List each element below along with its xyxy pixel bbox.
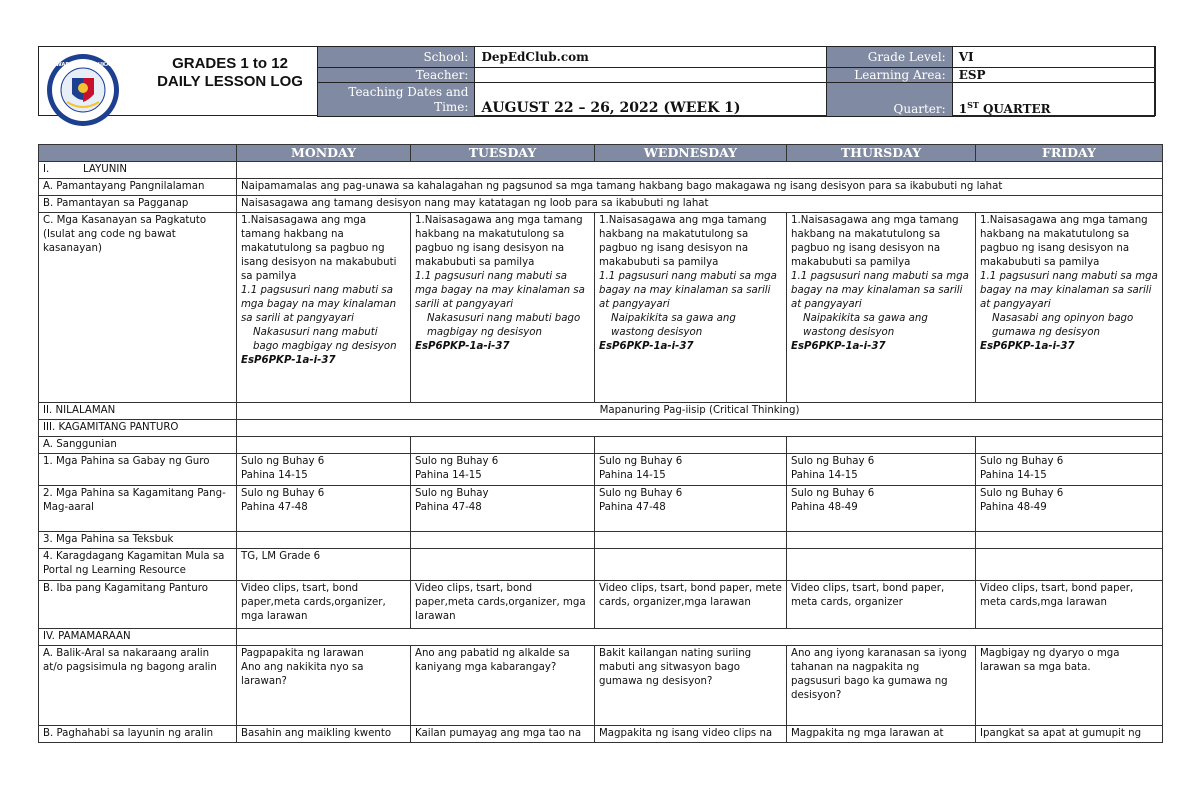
quarter-value <box>952 83 1154 117</box>
kasanayan-main: 1.Naisasagawa ang mga tamang hakbang na makatutulong sa pagbuo ng isang desisyon na makabubuti sa pamilya <box>599 215 767 268</box>
book-pages: Pahina 14-15 <box>791 470 858 481</box>
balik-aral-tuesday <box>411 646 595 726</box>
table-row <box>39 629 1163 646</box>
kasanayan-sub: 1.1 pagsusuri nang mabuti sa mga bagay na may kinalaman sa sarili at pangyayari <box>791 271 969 310</box>
header-info-table <box>317 46 1155 117</box>
kasanayan-cell-thursday <box>787 213 976 403</box>
book-title: Sulo ng Buhay <box>415 488 489 499</box>
empty-cell <box>787 532 976 549</box>
grade-level-value: VI <box>952 47 1154 68</box>
table-row <box>39 454 1163 486</box>
paghahabi-thursday: Magpakita ng mga larawan at <box>787 726 976 743</box>
table-row <box>39 213 1163 403</box>
gabay-guro-monday <box>237 454 411 486</box>
sanggunian-label: A. Sanggunian <box>39 437 237 454</box>
empty-cell <box>595 437 787 454</box>
table-row <box>39 726 1163 743</box>
quarter-num: 1 <box>958 102 968 116</box>
kasanayan-code: EsP6PKP-1a-i-37 <box>241 355 336 366</box>
book-pages: Pahina 48-49 <box>791 502 858 513</box>
kagamitan-empty <box>237 420 1163 437</box>
gabay-guro-thursday <box>787 454 976 486</box>
kagamitang-mag-aaral-label: 2. Mga Pahina sa Kagamitang Pang- Mag-aaral <box>39 486 237 532</box>
kasanayan-sub2: Nasasabi ang opinyon bago gumawa ng desisyon <box>992 313 1134 338</box>
table-row <box>39 437 1163 454</box>
paghahabi-label: B. Paghahabi sa layunin ng aralin <box>39 726 237 743</box>
page-title <box>135 55 325 91</box>
lesson-log-table <box>38 144 1163 743</box>
kasanayan-sub2: Naipakikita sa gawa ang wastong desisyon <box>803 313 928 338</box>
kasanayan-sub: 1.1 pagsusuri nang mabuti sa mga bagay na may kinalaman sa sarili at pangyayari <box>980 271 1158 310</box>
kasanayan-sub2: Naipakikita sa gawa ang wastong desisyon <box>611 313 736 338</box>
paghahabi-wednesday: Magpakita ng isang video clips na <box>595 726 787 743</box>
book-title: Sulo ng Buhay 6 <box>791 456 875 467</box>
mag-aaral-wednesday <box>595 486 787 532</box>
empty-cell <box>595 532 787 549</box>
kasanayan-code: EsP6PKP-1a-i-37 <box>415 341 510 352</box>
day-header-row <box>39 145 1163 162</box>
kasanayan-cell-wednesday <box>595 213 787 403</box>
paghahabi-friday: Ipangkat sa apat at gumupit ng <box>976 726 1163 743</box>
learning-resource-label: 4. Karagdagang Kagamitan Mula sa Portal ng Learning Resource <box>39 549 237 581</box>
kasanayan-sub2: Nakasusuri nang mabuti bago magbigay ng desisyon <box>253 327 397 352</box>
layunin-label <box>39 162 237 179</box>
layunin-number: I. <box>43 164 50 175</box>
kasanayan-cell-monday <box>237 213 411 403</box>
teaching-dates-label <box>318 83 475 117</box>
table-row <box>39 162 1163 179</box>
layunin-empty <box>237 162 1163 179</box>
kagamitan-label: III. KAGAMITANG PANTURO <box>39 420 237 437</box>
table-row <box>39 486 1163 532</box>
pamamaraan-label: IV. PAMAMARAAN <box>39 629 237 646</box>
balik-aral-line-1: Ano ang pabatid ng alkalde sa kaniyang mga kabarangay? <box>415 648 570 673</box>
empty-cell <box>787 549 976 581</box>
header-block <box>38 46 1156 116</box>
empty-cell <box>787 437 976 454</box>
learning-area-value: ESP <box>952 68 1154 83</box>
kasanayan-cell-tuesday <box>411 213 595 403</box>
kasanayan-sub2: Nakasusuri nang mabuti bago magbigay ng desisyon <box>427 313 581 338</box>
book-pages: Pahina 14-15 <box>980 470 1047 481</box>
day-header-friday: FRIDAY <box>976 145 1163 162</box>
teacher-value <box>475 68 827 83</box>
mag-aaral-monday <box>237 486 411 532</box>
teaching-dates-label-1: Teaching Dates and <box>348 84 469 99</box>
book-pages: Pahina 48-49 <box>980 502 1047 513</box>
kasanayan-sub: 1.1 pagsusuri nang mabuti sa mga bagay na may kinalaman sa sarili at pangyayari <box>241 285 397 324</box>
book-title: Sulo ng Buhay 6 <box>415 456 499 467</box>
empty-cell <box>976 532 1163 549</box>
gabay-guro-friday <box>976 454 1163 486</box>
table-row <box>39 420 1163 437</box>
day-header-monday: MONDAY <box>237 145 411 162</box>
balik-aral-wednesday <box>595 646 787 726</box>
title-line-1: GRADES 1 to 12 <box>172 55 288 72</box>
book-pages: Pahina 14-15 <box>241 470 308 481</box>
pamamaraan-empty <box>237 629 1163 646</box>
iba-pang-kagamitan-friday: Video clips, tsart, bond paper, meta cards,mga larawan <box>976 581 1163 629</box>
pamantayan-pagganap-text: Naisasagawa ang tamang desisyon nang may katatagan ng loob para sa ikabubuti ng lahat <box>237 196 1163 213</box>
day-header-wednesday: WEDNESDAY <box>595 145 787 162</box>
school-label: School: <box>318 47 475 68</box>
deped-seal-icon <box>39 52 127 128</box>
balik-aral-line-1: Ano ang iyong karanasan sa iyong tahanan na nagpakita ng pagsusuri bago ka gumawa ng desisyon? <box>791 648 967 701</box>
mag-aaral-friday <box>976 486 1163 532</box>
iba-pang-kagamitan-wednesday: Video clips, tsart, bond paper, mete cards, organizer,mga larawan <box>595 581 787 629</box>
kasanayan-sub: 1.1 pagsusuri nang mabuti sa mga bagay na may kinalaman sa sarili at pangyayari <box>599 271 777 310</box>
table-row <box>39 549 1163 581</box>
book-pages: Pahina 47-48 <box>415 502 482 513</box>
book-pages: Pahina 14-15 <box>415 470 482 481</box>
day-header-thursday: THURSDAY <box>787 145 976 162</box>
table-row <box>39 196 1163 213</box>
pamantayan-pagganap-label: B. Pamantayan sa Pagganap <box>39 196 237 213</box>
balik-aral-friday <box>976 646 1163 726</box>
school-value: DepEdClub.com <box>475 47 827 68</box>
kasanayan-code: EsP6PKP-1a-i-37 <box>791 341 886 352</box>
kasanayan-main: 1.Naisasagawa ang mga tamang hakbang na makatutulong sa pagbuo ng isang desisyon na makabubuti sa pamilya <box>415 215 583 268</box>
kasanayan-main: 1.Naisasagawa ang mga tamang hakbang na makatutulong sa pagbuo ng isang desisyon na makabubuti sa pamilya <box>980 215 1148 268</box>
balik-aral-thursday <box>787 646 976 726</box>
mag-aaral-thursday <box>787 486 976 532</box>
gabay-guro-label: 1. Mga Pahina sa Gabay ng Guro <box>39 454 237 486</box>
book-pages: Pahina 47-48 <box>599 502 666 513</box>
title-line-2: DAILY LESSON LOG <box>157 73 303 90</box>
teksbuk-label: 3. Mga Pahina sa Teksbuk <box>39 532 237 549</box>
kasanayan-sub: 1.1 pagsusuri nang mabuti sa mga bagay na may kinalaman sa sarili at pangyayari <box>415 271 585 310</box>
balik-aral-line-1: Magbigay ng dyaryo o mga larawan sa mga bata. <box>980 648 1120 673</box>
empty-cell <box>237 437 411 454</box>
table-row <box>39 532 1163 549</box>
corner-cell <box>39 145 237 162</box>
book-title: Sulo ng Buhay 6 <box>791 488 875 499</box>
quarter-sup: ST <box>967 100 979 110</box>
kasanayan-label: C. Mga Kasanayan sa Pagkatuto (Isulat ang code ng bawat kasanayan) <box>39 213 237 403</box>
empty-cell <box>411 437 595 454</box>
book-title: Sulo ng Buhay 6 <box>599 488 683 499</box>
seal-lettering: KAGAWARAN NG EDUKASYON <box>39 62 127 68</box>
layunin-text: LAYUNIN <box>83 164 128 175</box>
quarter-label: Quarter: <box>827 83 953 117</box>
teaching-dates-label-2: Time: <box>434 99 469 114</box>
empty-cell <box>237 532 411 549</box>
balik-aral-line-1: Pagpapakita ng larawan <box>241 648 364 659</box>
nilalaman-label: II. NILALAMAN <box>39 403 237 420</box>
grade-level-label: Grade Level: <box>827 47 953 68</box>
learning-resource-monday: TG, LM Grade 6 <box>237 549 411 581</box>
balik-aral-line-1: Bakit kailangan nating suriing mabuti ang sitwasyon bago gumawa ng desisyon? <box>599 648 752 687</box>
iba-pang-kagamitan-tuesday: Video clips, tsart, bond paper,meta cards,organizer, mga larawan <box>411 581 595 629</box>
paghahabi-monday: Basahin ang maikling kwento <box>237 726 411 743</box>
book-title: Sulo ng Buhay 6 <box>599 456 683 467</box>
balik-aral-line-2: Ano ang nakikita nyo sa larawan? <box>241 662 364 687</box>
table-row <box>39 179 1163 196</box>
kasanayan-main: 1.Naisasagawa ang mga tamang hakbang na makatutulong sa pagbuo ng isang desisyon na makabubuti sa pamilya <box>241 215 397 282</box>
empty-cell <box>976 437 1163 454</box>
paghahabi-tuesday: Kailan pumayag ang mga tao na <box>411 726 595 743</box>
table-row <box>39 646 1163 726</box>
balik-aral-monday <box>237 646 411 726</box>
gabay-guro-wednesday <box>595 454 787 486</box>
nilalaman-text: Mapanuring Pag-iisip (Critical Thinking) <box>237 403 1163 420</box>
table-row <box>39 581 1163 629</box>
iba-pang-kagamitan-thursday: Video clips, tsart, bond paper, meta cards, organizer <box>787 581 976 629</box>
mag-aaral-tuesday <box>411 486 595 532</box>
book-pages: Pahina 47-48 <box>241 502 308 513</box>
iba-pang-kagamitan-label: B. Iba pang Kagamitang Panturo <box>39 581 237 629</box>
teacher-label: Teacher: <box>318 68 475 83</box>
empty-cell <box>595 549 787 581</box>
kasanayan-code: EsP6PKP-1a-i-37 <box>599 341 694 352</box>
empty-cell <box>411 532 595 549</box>
book-title: Sulo ng Buhay 6 <box>980 456 1064 467</box>
teaching-dates-value: AUGUST 22 – 26, 2022 (WEEK 1) <box>475 83 827 117</box>
learning-area-label: Learning Area: <box>827 68 953 83</box>
empty-cell <box>411 549 595 581</box>
kasanayan-cell-friday <box>976 213 1163 403</box>
pamantayang-pangnilalaman-label: A. Pamantayang Pangnilalaman <box>39 179 237 196</box>
book-title: Sulo ng Buhay 6 <box>241 488 325 499</box>
kasanayan-code: EsP6PKP-1a-i-37 <box>980 341 1075 352</box>
iba-pang-kagamitan-monday: Video clips, tsart, bond paper,meta cards,organizer, mga larawan <box>237 581 411 629</box>
table-row <box>39 403 1163 420</box>
kasanayan-main: 1.Naisasagawa ang mga tamang hakbang na makatutulong sa pagbuo ng isang desisyon na makabubuti sa pamilya <box>791 215 959 268</box>
empty-cell <box>976 549 1163 581</box>
quarter-word: QUARTER <box>978 102 1051 116</box>
balik-aral-label: A. Balik-Aral sa nakaraang aralin at/o pagsisimula ng bagong aralin <box>39 646 237 726</box>
book-pages: Pahina 14-15 <box>599 470 666 481</box>
gabay-guro-tuesday <box>411 454 595 486</box>
pamantayang-pangnilalaman-text: Naipamamalas ang pag-unawa sa kahalagahan ng pagsunod sa mga tamang hakbang bago makagawa ng isang desisyon para sa ikabubuti ng lahat <box>237 179 1163 196</box>
day-header-tuesday: TUESDAY <box>411 145 595 162</box>
book-title: Sulo ng Buhay 6 <box>241 456 325 467</box>
book-title: Sulo ng Buhay 6 <box>980 488 1064 499</box>
